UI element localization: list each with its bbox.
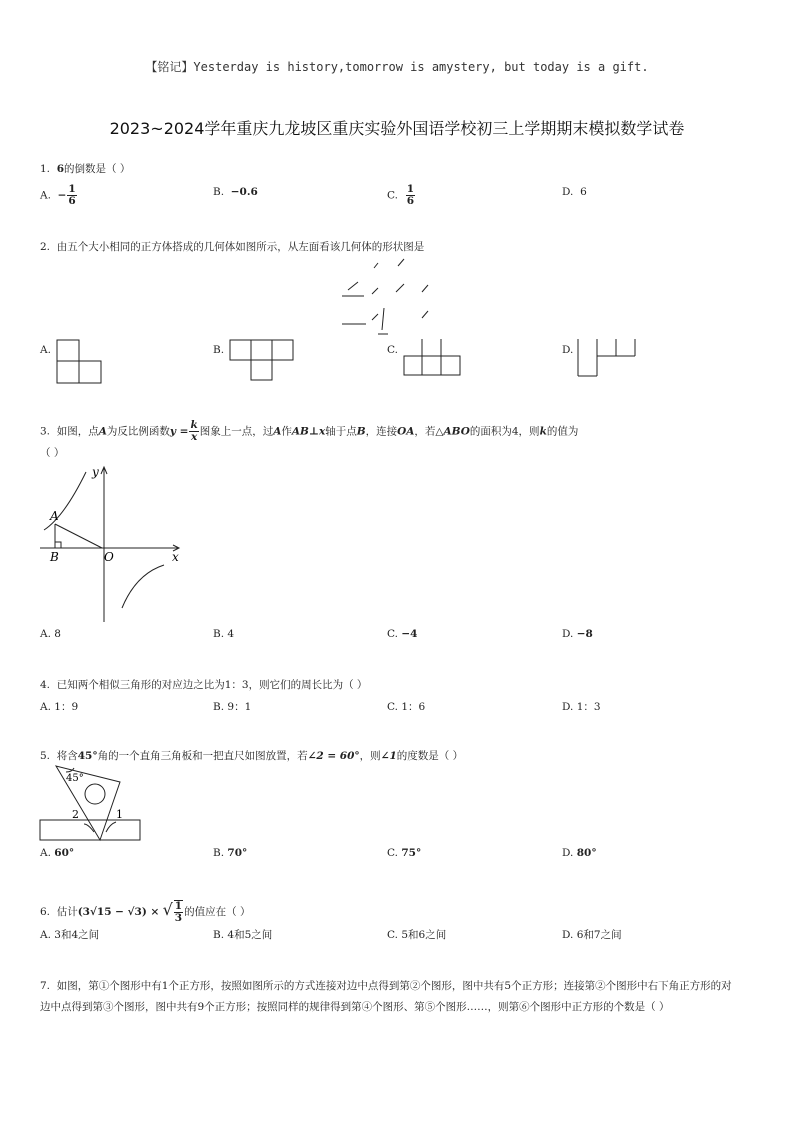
motto: 【铭记】Yesterday is history,tomorrow is amystery, but today is a gift. [145, 60, 649, 74]
view-a-figure [56, 339, 104, 385]
question-number: 7. [40, 980, 51, 992]
question-2 [40, 239, 424, 255]
angle-45-label: 45° [66, 773, 84, 784]
point-b-label: B [50, 550, 59, 564]
question-7 [40, 976, 740, 1018]
q6-option-a[interactable]: A. 3和4之间 [40, 929, 100, 941]
q4-option-a[interactable]: A. 1：9 [40, 701, 79, 713]
q2-option-a[interactable]: A. [40, 344, 51, 356]
view-c-figure [403, 338, 463, 378]
q6-option-b[interactable]: B. 4和5之间 [213, 929, 273, 941]
q5-option-d[interactable]: D. 80° [562, 847, 597, 859]
q1-option-b[interactable]: B. −0.6 [213, 186, 258, 198]
question-number: 6. [40, 906, 51, 918]
y-axis-label: y [92, 465, 99, 479]
question-number: 2. [40, 241, 51, 253]
angle-1-label: 1 [116, 808, 123, 821]
question-5: 5. 将含45°角的一个直角三角板和一把直尺如图放置，若∠2 = 60°，则∠1的度数是（ ） [40, 750, 464, 762]
question-number: 4. [40, 679, 51, 691]
q5-option-a[interactable]: A. 60° [40, 847, 75, 859]
view-b-figure [229, 339, 295, 383]
question-6: 6. 估计(3√15 − √3) × √ $\frac{1}{3}$ 的值应在（ ） [40, 900, 251, 924]
page-title: 2023~2024学年重庆九龙坡区重庆实验外国语学校初三上学期期末模拟数学试卷 [109, 119, 685, 138]
hyperbola-figure [36, 462, 186, 628]
q1-option-a[interactable]: A. − $\frac{1}{6}$ [40, 183, 76, 207]
expression: (3√15 − √3) × [77, 906, 160, 918]
fraction: $\frac{k}{x}$ [190, 419, 198, 443]
angle-2-label: 2 [72, 808, 79, 821]
q3-option-d[interactable]: D. −8 [562, 628, 593, 640]
fraction: $\frac{1}{6}$ [406, 183, 414, 207]
question-number: 5. [40, 750, 51, 762]
question-number: 3. [40, 425, 51, 438]
view-d-figure [577, 338, 641, 380]
q6-option-c[interactable]: C. 5和6之间 [387, 929, 447, 941]
q2-option-b[interactable]: B. [213, 344, 225, 356]
question-text: 由五个大小相同的正方体搭成的几何体如图所示，从左面看该几何体的形状图是 [56, 241, 425, 253]
question-text: 的倒数是（ ） [64, 163, 131, 175]
q4-option-b[interactable]: B. 9：1 [213, 701, 252, 713]
sqrt-symbol: √ [162, 900, 173, 919]
triangle-ruler-figure [36, 762, 146, 846]
q2-option-c[interactable]: C. [387, 344, 398, 356]
q1-option-c[interactable]: C. $\frac{1}{6}$ [387, 183, 414, 207]
question-1 [40, 161, 130, 177]
equation: y = [169, 425, 189, 438]
q4-option-c[interactable]: C. 1：6 [387, 701, 426, 713]
q3-option-b[interactable]: B. 4 [213, 628, 235, 640]
math-number: 6 [56, 163, 65, 175]
q5-option-c[interactable]: C. 75° [387, 847, 422, 859]
q1-option-d[interactable]: D. 6 [562, 186, 587, 198]
origin-label: O [104, 550, 114, 564]
q6-option-d[interactable]: D. 6和7之间 [562, 929, 622, 941]
fraction: $\frac{1}{6}$ [68, 183, 76, 207]
question-text: 已知两个相似三角形的对应边之比为1：3，则它们的周长比为（ ） [56, 679, 368, 691]
question-text: 如图，第①个图形中有1个正方形，按照如图所示的方式连接对边中点得到第②个图形，图中共有5个正方形；连接第②个图形中右下角正方形的对边中点得到第③个图形，图中共有9个正方形；按照同样的规律得到第④个图形、第⑤个图形……，则第⑥个图形中正方形的个数是（ ） [40, 980, 732, 1013]
question-4 [40, 677, 367, 693]
q3-option-a[interactable]: A. 8 [40, 628, 61, 640]
q3-option-c[interactable]: C. −4 [387, 628, 418, 640]
point-a-label: A [50, 509, 59, 523]
cube-figure [338, 256, 438, 340]
question-number: 1. [40, 163, 51, 175]
q3-paren: （ ） [40, 447, 65, 459]
q2-option-d[interactable]: D. [562, 344, 574, 356]
q4-option-d[interactable]: D. 1：3 [562, 701, 601, 713]
q5-option-b[interactable]: B. 70° [213, 847, 248, 859]
question-3: 3. 如图，点A为反比例函数y = $\frac{k}{x}$ 图象上一点，过A作AB⊥x轴于点B，连接OA，若△ABO的面积为4，则k的值为 [40, 419, 579, 443]
fraction: $\frac{1}{3}$ [174, 900, 183, 924]
x-axis-label: x [172, 550, 179, 564]
